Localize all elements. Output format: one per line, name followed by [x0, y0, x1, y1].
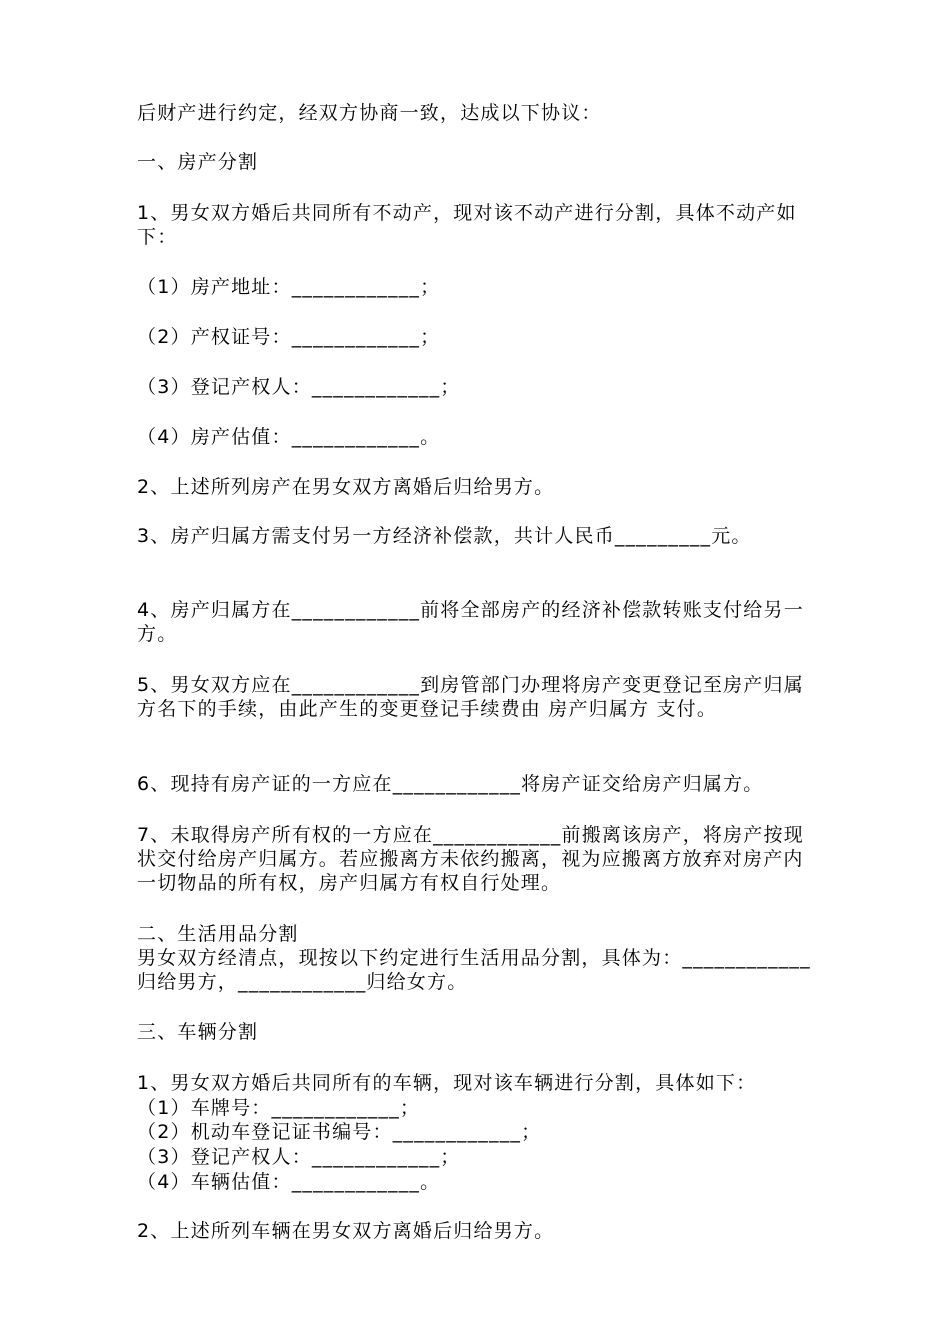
section-3-item-1: 1、男女双方婚后共同所有的车辆，现对该车辆进行分割，具体如下： — [137, 1072, 757, 1094]
intro-paragraph: 后财产进行约定，经双方协商一致，达成以下协议： — [137, 102, 602, 124]
vehicle-registration-line: （2）机动车登记证书编号：____________； — [137, 1121, 542, 1143]
section-1-heading: 一、房产分割 — [137, 151, 259, 173]
section-1-item-6: 6、现持有房产证的一方应在____________将房产证交给房产归属方。 — [137, 773, 764, 795]
section-1-item-7: 7、未取得房产所有权的一方应在____________前搬离该房产，将房产按现状交付给房产归属方。若应搬离方未依约搬离，视为应搬离方放弃对房产内一切物品的所有权，房产归属方有权自行处理。 — [137, 824, 804, 894]
section-1-item-4: 4、房产归属方在____________前将全部房产的经济补偿款转账支付给另一方。 — [137, 599, 804, 645]
section-1-item-2: 2、上述所列房产在男女双方离婚后归给男方。 — [137, 476, 555, 498]
section-1-item-5: 5、男女双方应在____________到房管部门办理将房产变更登记至房产归属方名下的手续，由此产生的变更登记手续费由 房产归属方 支付。 — [137, 674, 804, 720]
section-2-body: 男女双方经清点，现按以下约定进行生活用品分割，具体为：____________ 归给男方，____________归给女方。 — [137, 947, 811, 993]
section-2-heading: 二、生活用品分割 — [137, 923, 299, 945]
section-1-item-3: 3、房产归属方需支付另一方经济补偿款，共计人民币_________元。 — [137, 525, 752, 547]
property-address-line: （1）房产地址：____________； — [137, 276, 441, 298]
vehicle-owner-line: （3）登记产权人：____________； — [137, 1146, 461, 1168]
section-3-item-2: 2、上述所列车辆在男女双方离婚后归给男方。 — [137, 1220, 555, 1242]
property-owner-line: （3）登记产权人：____________； — [137, 376, 461, 398]
property-value-line: （4）房产估值：____________。 — [137, 426, 441, 448]
vehicle-value-line: （4）车辆估值：____________。 — [137, 1171, 441, 1193]
section-1-item-1: 1、男女双方婚后共同所有不动产，现对该不动产进行分割，具体不动产如下： — [137, 202, 797, 248]
property-certificate-line: （2）产权证号：____________； — [137, 326, 441, 348]
vehicle-plate-line: （1）车牌号：____________； — [137, 1097, 421, 1119]
section-3-heading: 三、车辆分割 — [137, 1021, 259, 1043]
